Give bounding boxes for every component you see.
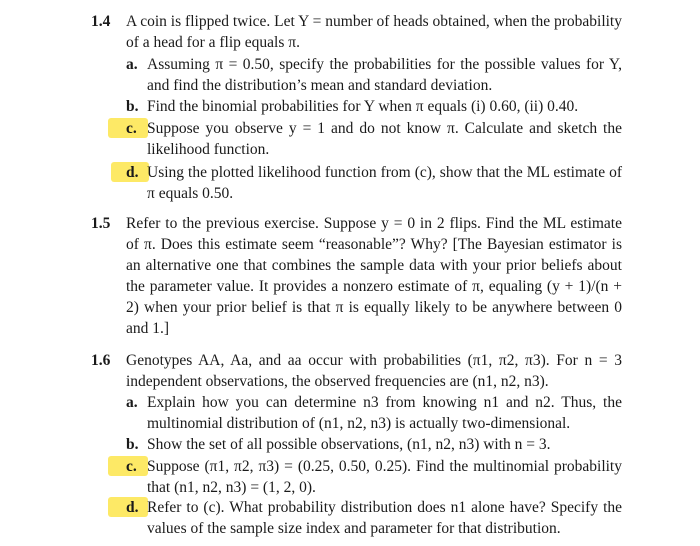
part-text: Suppose you observe y = 1 and do not know π. Calculate and sketch the likelihood function. — [147, 120, 622, 158]
part-letter: a. — [126, 394, 138, 411]
exercise-number: 1.4 — [91, 13, 111, 30]
exercise-statement: Refer to the previous exercise. Suppose y = 0 in 2 flips. Find the ML estimate of π. Does this estimate seem “reasonable”? Why? [The Bayesian estimator is an alternative one that combines the sample data with your prior beliefs about the parameter value. It provides a nonzero estimate of π, equaling (y + 1)/(n + 2) when your prior belief is that π is equally likely to be anywhere between 0 and 1.] — [126, 215, 622, 337]
exercise-number: 1.6 — [91, 352, 111, 369]
exercise-1-6-part-c — [126, 456, 622, 498]
part-text: Refer to (c). What probability distribution does n1 alone have? Specify the values of the sample size index and parameter for that distribution. — [147, 499, 622, 537]
exercise-1-6-part-a — [126, 392, 622, 434]
part-letter: b. — [126, 436, 139, 453]
exercise-1-4-part-c — [126, 118, 622, 160]
exercise-1-6-part-d — [126, 497, 622, 539]
exercise-1-4-part-a — [126, 54, 622, 96]
part-letter: d. — [126, 164, 139, 181]
exercise-1-6-part-b — [126, 434, 622, 455]
part-text: Explain how you can determine n3 from knowing n1 and n2. Thus, the multinomial distribution of (n1, n2, n3) is actually two-dimensional. — [147, 394, 622, 432]
exercise-1-4-part-d — [126, 162, 622, 204]
part-letter: c. — [126, 120, 137, 137]
part-letter: d. — [126, 499, 139, 516]
part-text: Find the binomial probabilities for Y when π equals (i) 0.60, (ii) 0.40. — [147, 98, 579, 115]
part-letter: c. — [126, 458, 137, 475]
part-text: Suppose (π1, π2, π3) = (0.25, 0.50, 0.25). Find the multinomial probability that (n1, n2, n3) = (1, 2, 0). — [147, 458, 622, 496]
exercise-statement: Genotypes AA, Aa, and aa occur with probabilities (π1, π2, π3). For n = 3 independent observations, the observed frequencies are (n1, n2, n3). — [126, 352, 622, 390]
part-letter: a. — [126, 56, 138, 73]
part-letter: b. — [126, 98, 139, 115]
exercise-number: 1.5 — [91, 215, 111, 232]
exercise-statement: A coin is flipped twice. Let Y = number of heads obtained, when the probability of a head for a flip equals π. — [126, 13, 622, 51]
part-text: Using the plotted likelihood function from (c), show that the ML estimate of π equals 0.50. — [147, 164, 622, 202]
exercise-1-4-part-b — [126, 96, 622, 117]
part-text: Assuming π = 0.50, specify the probabilities for the possible values for Y, and find the distribution’s mean and standard deviation. — [147, 56, 622, 94]
part-text: Show the set of all possible observations, (n1, n2, n3) with n = 3. — [147, 436, 551, 453]
